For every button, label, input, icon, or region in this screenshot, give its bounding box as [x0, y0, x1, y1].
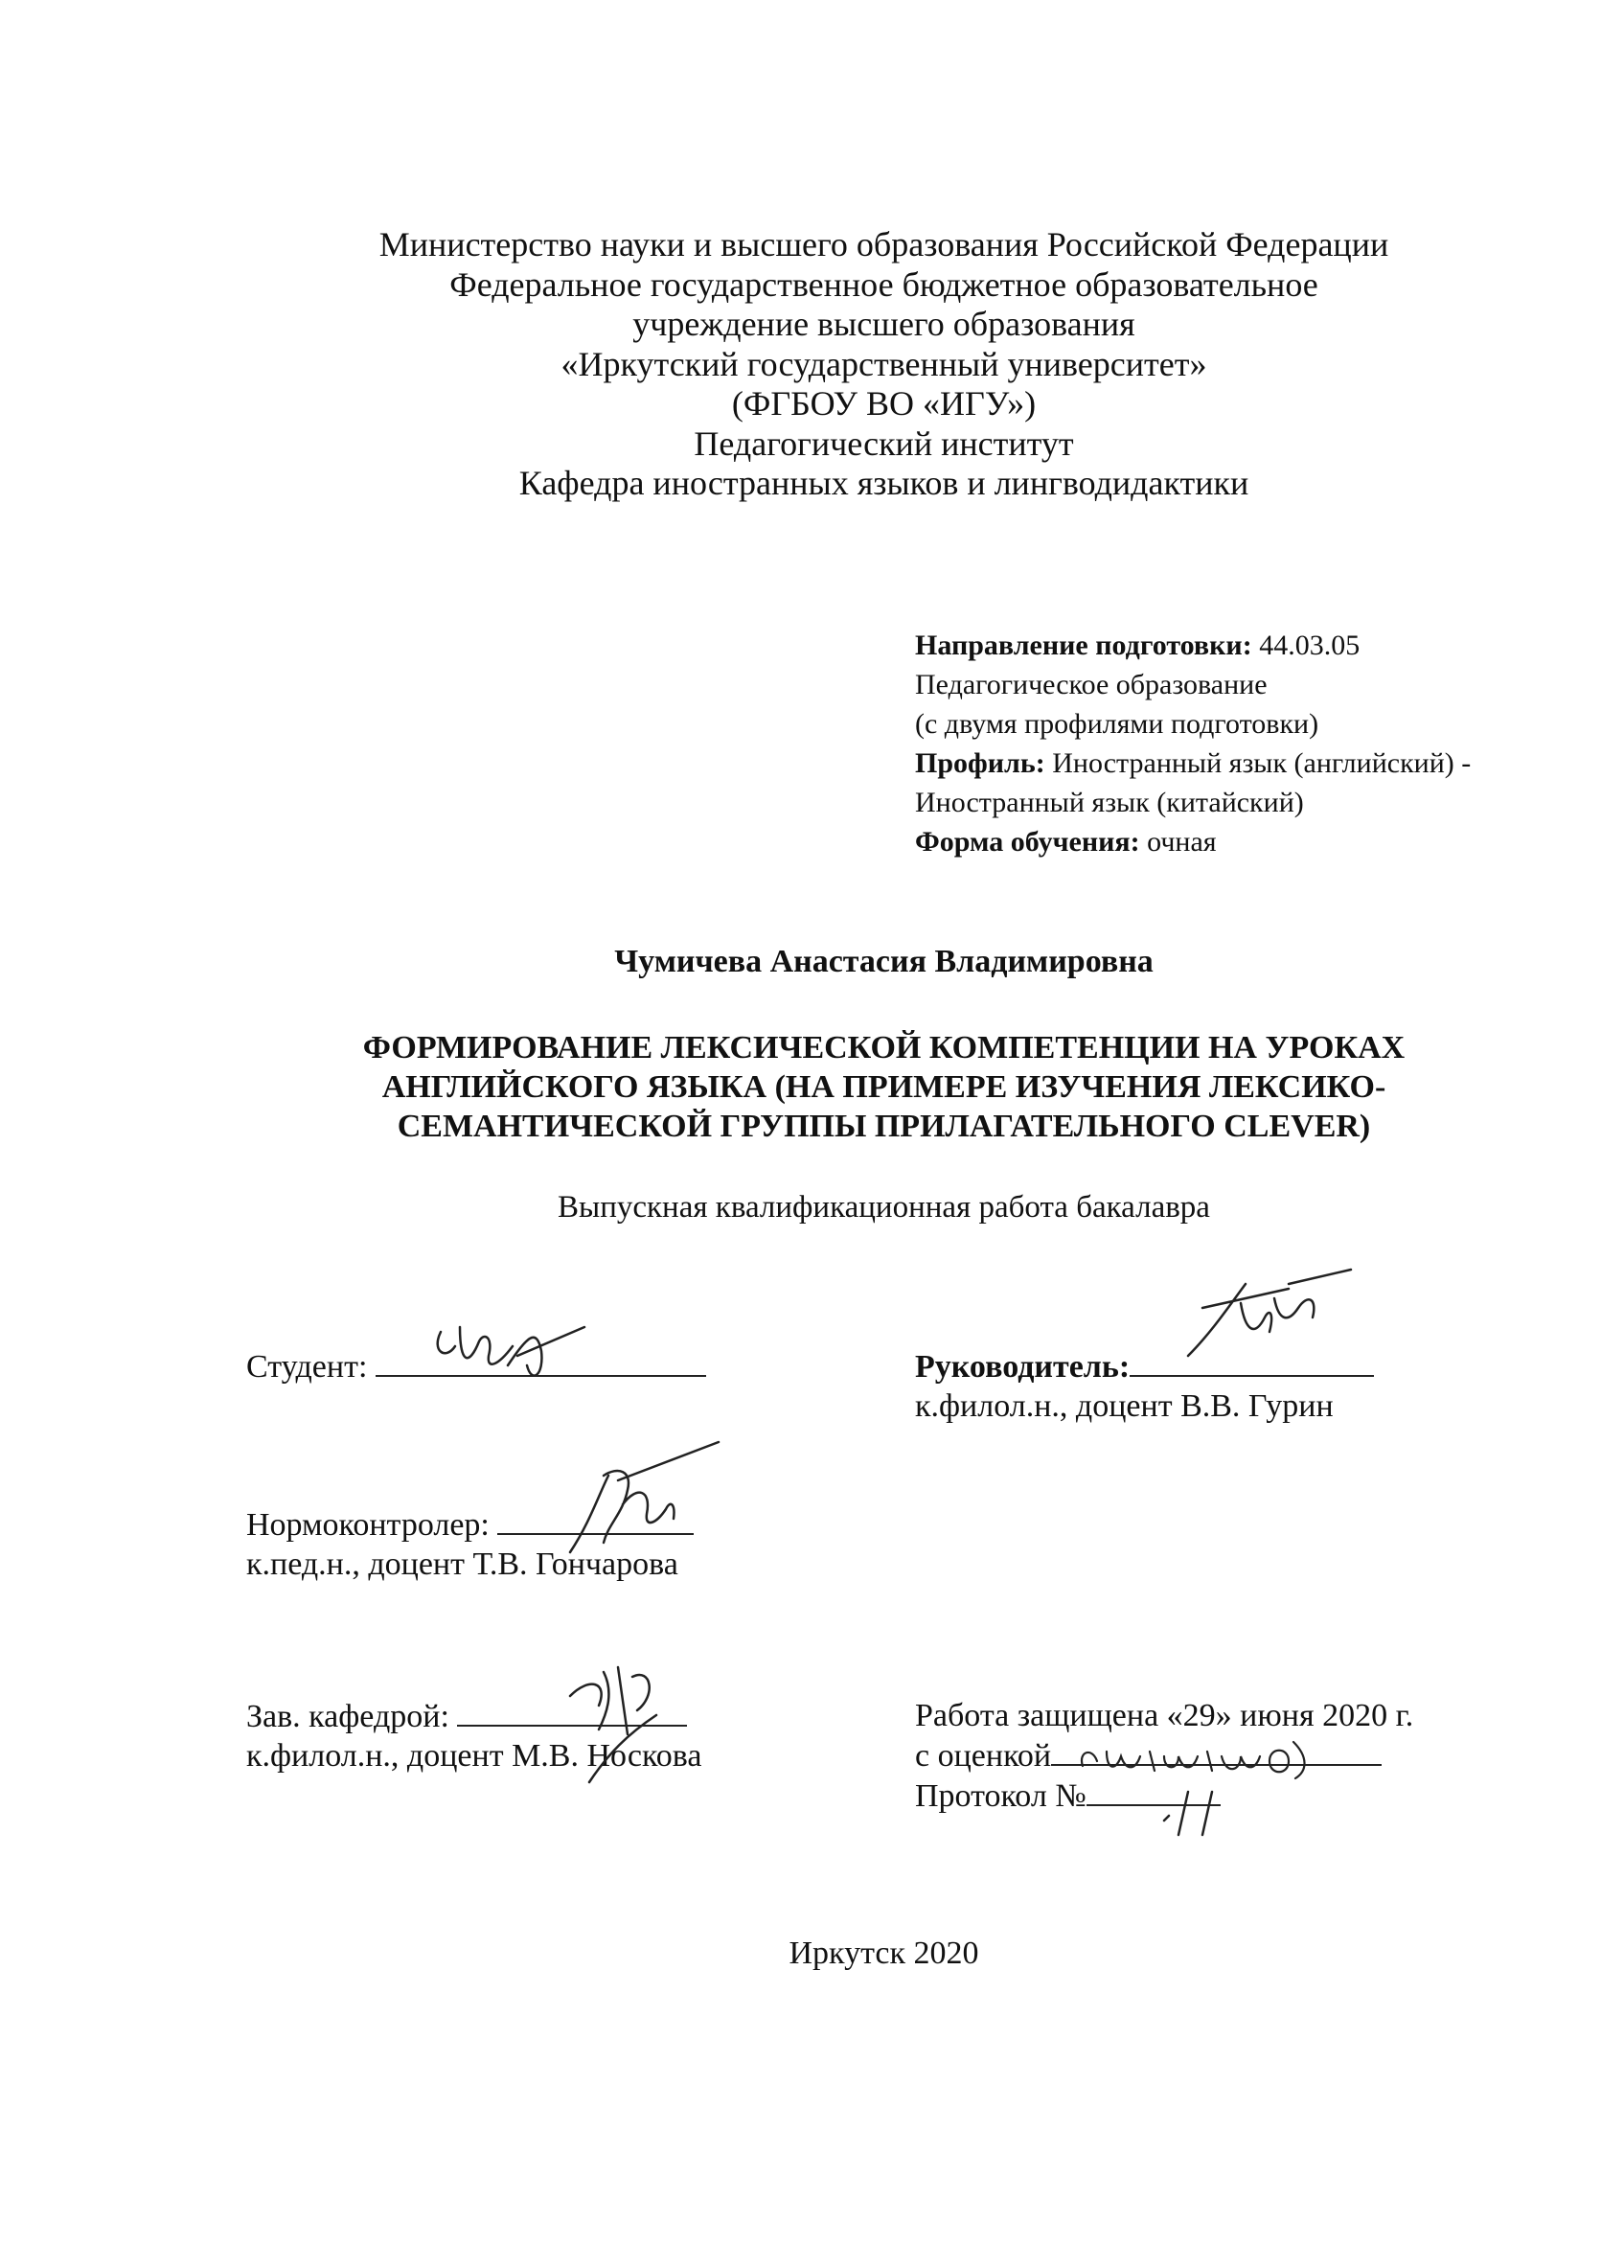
profile-label: Профиль: — [915, 747, 1045, 779]
title-line: СЕМАНТИЧЕСКОЙ ГРУППЫ ПРИЛАГАТЕЛЬНОГО CLEVER) — [397, 1109, 1371, 1144]
head-signature-icon — [560, 1658, 675, 1792]
direction-note: (с двумя профилями подготовки) — [915, 708, 1319, 740]
city-year: Иркутск 2020 — [789, 1936, 979, 1971]
title-line: АНГЛИЙСКОГО ЯЗЫКА (НА ПРИМЕРЕ ИЗУЧЕНИЯ ЛЕКСИКО- — [381, 1069, 1386, 1105]
grade-handwriting-icon — [1073, 1732, 1322, 1780]
student-signature-icon — [422, 1308, 594, 1394]
supervisor-signature-icon — [1174, 1265, 1356, 1370]
institution-header — [0, 225, 1624, 504]
head-label: Зав. кафедрой: — [246, 1699, 458, 1734]
normcontrol-label: Нормоконтролер: — [246, 1507, 498, 1543]
header-line: «Иркутский государственный университет» — [560, 344, 1207, 383]
supervisor-info: к.филол.н., доцент В.В. Гурин — [915, 1388, 1334, 1424]
protocol-label: Протокол № — [915, 1778, 1086, 1814]
grade-label: с оценкой — [915, 1738, 1052, 1774]
profile-line-2: Иностранный язык (китайский) — [915, 787, 1304, 818]
header-line: (ФГБОУ ВО «ИГУ») — [731, 384, 1037, 423]
direction-line — [915, 626, 1471, 665]
form-line — [915, 822, 1471, 861]
form-value: очная — [1139, 826, 1217, 858]
study-direction-block — [915, 626, 1471, 861]
form-label: Форма обучения: — [915, 826, 1140, 858]
thesis-title — [0, 1028, 1624, 1146]
protocol-number-handwriting-icon — [1150, 1782, 1236, 1840]
header-line: учреждение высшего образования — [632, 305, 1135, 343]
header-line: Министерство науки и высшего образования Российской Федерации — [378, 225, 1389, 263]
defense-date: Работа защищена «29» июня 2020 г. — [915, 1698, 1414, 1733]
title-line: ФОРМИРОВАНИЕ ЛЕКСИЧЕСКОЙ КОМПЕТЕНЦИИ НА УРОКАХ — [362, 1030, 1406, 1065]
normcontrol-signature-icon — [560, 1437, 728, 1562]
student-label: Студент: — [246, 1349, 376, 1385]
header-line: Педагогический институт — [694, 424, 1074, 463]
thesis-type: Выпускная квалификационная работа бакалавра — [558, 1190, 1210, 1225]
normcontrol-info: к.пед.н., доцент Т.В. Гончарова — [246, 1546, 678, 1582]
author-name: Чумичева Анастасия Владимировна — [614, 944, 1154, 979]
direction-code: 44.03.05 — [1251, 630, 1361, 661]
head-info: к.филол.н., доцент М.В. Носкова — [246, 1738, 702, 1774]
profile-line — [915, 744, 1471, 783]
direction-name: Педагогическое образование — [915, 669, 1268, 700]
header-line: Кафедра иностранных языков и лингводидактики — [518, 464, 1249, 502]
direction-label: Направление подготовки: — [915, 630, 1252, 661]
header-line: Федеральное государственное бюджетное образовательное — [449, 264, 1318, 304]
supervisor-label: Руководитель: — [915, 1349, 1131, 1385]
profile-value: Иностранный язык (английский) - — [1044, 747, 1472, 779]
